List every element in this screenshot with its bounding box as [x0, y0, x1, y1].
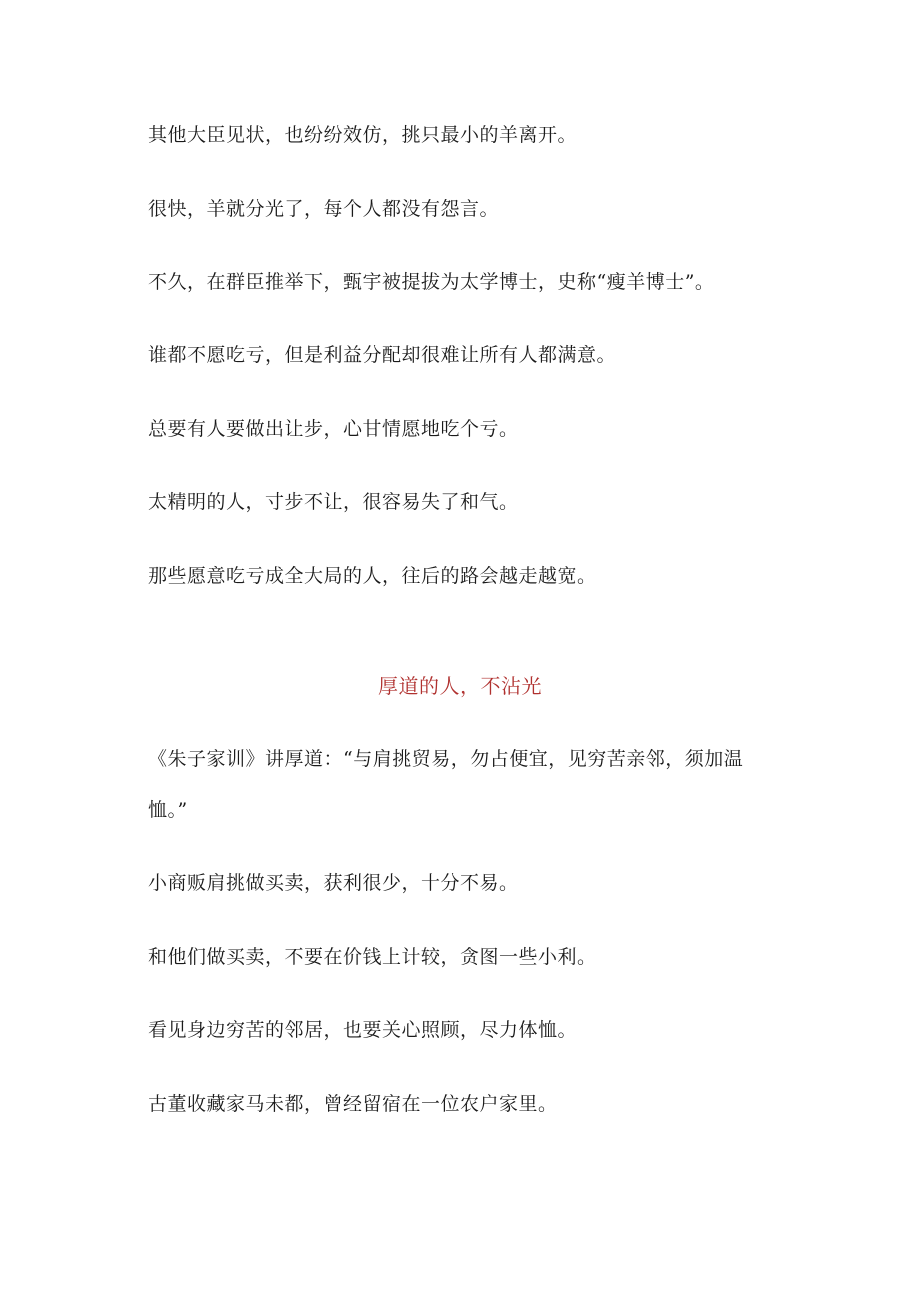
- paragraph: 谁都不愿吃亏，但是利益分配却很难让所有人都满意。: [148, 344, 617, 366]
- paragraph: 看见身边穷苦的邻居，也要关心照顾，尽力体恤。: [148, 1019, 578, 1041]
- paragraph: 其他大臣见状，也纷纷效仿，挑只最小的羊离开。: [148, 124, 578, 146]
- paragraph: 很快，羊就分光了，每个人都没有怨言。: [148, 198, 500, 220]
- section-heading: 厚道的人，不沾光: [378, 674, 542, 698]
- paragraph: 小商贩肩挑做买卖，获利很少，十分不易。: [148, 872, 519, 894]
- paragraph: 太精明的人，寸步不让，很容易失了和气。: [148, 491, 519, 513]
- paragraph: 不久，在群臣推举下，甄宇被提拔为太学博士，史称“瘦羊博士”。: [148, 271, 715, 293]
- paragraph: 古董收藏家马未都，曾经留宿在一位农户家里。: [148, 1093, 558, 1115]
- quote-paragraph-line: 《朱子家训》讲厚道：“与肩挑贸易，勿占便宜，见穷苦亲邻，须加温: [148, 748, 744, 770]
- paragraph: 总要有人要做出让步，心甘情愿地吃个亏。: [148, 418, 519, 440]
- paragraph: 那些愿意吃亏成全大局的人，往后的路会越走越宽。: [148, 565, 597, 587]
- quote-paragraph-line: 恤。”: [148, 799, 188, 821]
- paragraph: 和他们做买卖，不要在价钱上计较，贪图一些小利。: [148, 946, 597, 968]
